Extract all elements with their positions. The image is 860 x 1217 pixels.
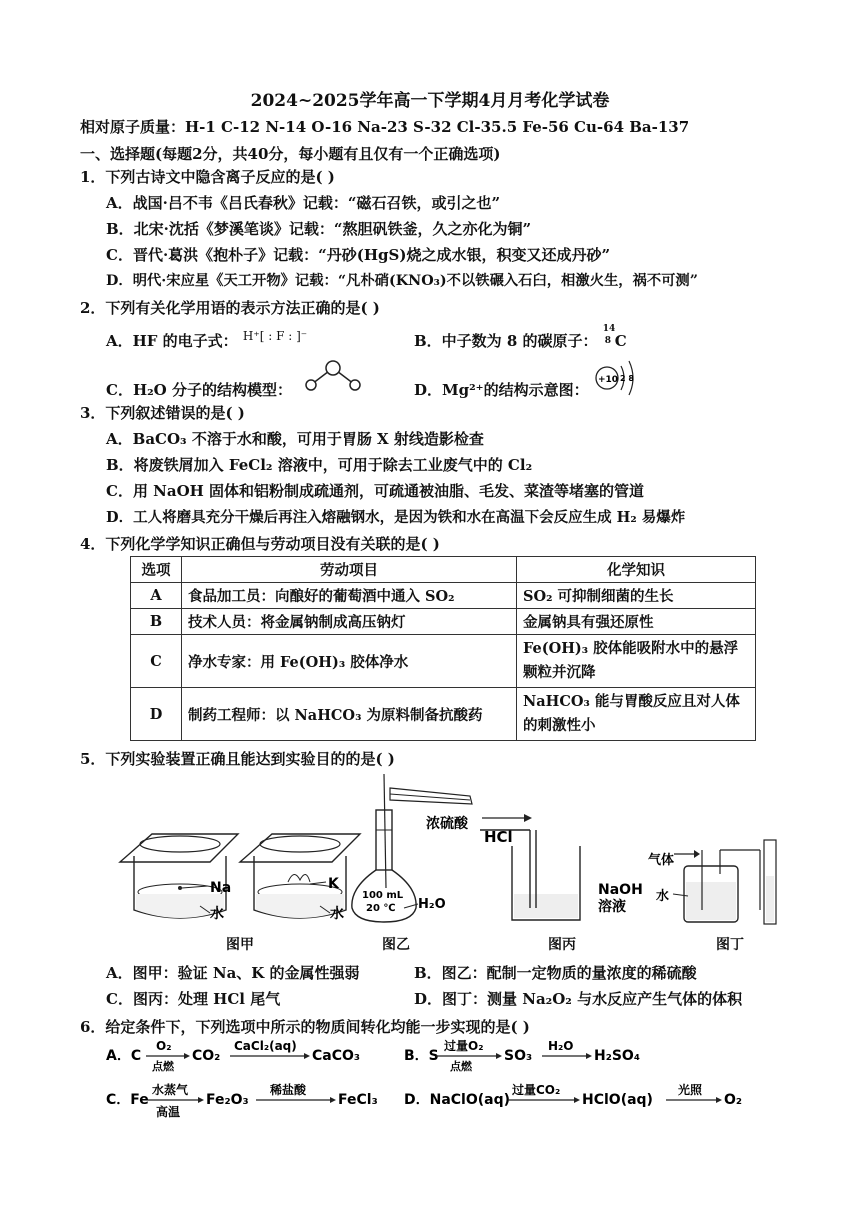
q6-b-start: B．S bbox=[404, 1048, 439, 1064]
q6-option-c bbox=[106, 1082, 378, 1119]
label-gas: 气体 bbox=[648, 853, 675, 868]
q6-c-mid: Fe₂O₃ bbox=[206, 1092, 249, 1108]
q2-option-d: D．Mg²⁺的结构示意图： bbox=[414, 381, 589, 399]
q5-stem: 5．下列实验装置正确且能达到实验目的的是( ) bbox=[80, 750, 395, 768]
q6-a-start: A．C bbox=[106, 1048, 142, 1064]
label-water-k: 水 bbox=[330, 906, 344, 922]
q3-option-c: C．用 NaOH 固体和铝粉制成疏通剂，可疏通被油脂、毛发、菜渣等堵塞的管道 bbox=[106, 482, 645, 500]
q6-b-cond1-bottom: 点燃 bbox=[450, 1060, 472, 1073]
label-conc-acid: 浓硫酸 bbox=[426, 816, 468, 832]
label-water-ding: 水 bbox=[656, 889, 670, 904]
table-cell: C bbox=[131, 635, 182, 688]
table-cell: 食品加工员：向酿好的葡萄酒中通入 SO₂ bbox=[182, 583, 517, 609]
q6-d-cond1-top: 过量CO₂ bbox=[512, 1083, 561, 1097]
carbon-atomic-number: 8 bbox=[604, 336, 612, 346]
q5-option-a: A．图甲：验证 Na、K 的金属性强弱 bbox=[106, 964, 360, 982]
q6-stem: 6．给定条件下，下列选项中所示的物质间转化均能一步实现的是( ) bbox=[80, 1018, 530, 1036]
table-row bbox=[131, 609, 756, 635]
table-row bbox=[131, 688, 756, 741]
q6-d-mid: HClO(aq) bbox=[582, 1092, 653, 1108]
label-na: Na bbox=[210, 880, 232, 896]
label-k: K bbox=[328, 876, 339, 892]
table-cell: 技术人员：将金属钠制成高压钠灯 bbox=[182, 609, 517, 635]
mg-nucleus-charge: +10 bbox=[598, 375, 619, 385]
hf-electron-formula: H⁺[ : F : ]⁻ bbox=[242, 329, 308, 343]
label-h2o: H₂O bbox=[418, 897, 446, 912]
table-cell: SO₂ 可抑制细菌的生长 bbox=[517, 583, 756, 609]
table-cell: D bbox=[131, 688, 182, 741]
q6-c-start: C．Fe bbox=[106, 1092, 149, 1108]
q1-option-b: B．北宋·沈括《梦溪笔谈》记载：“熬胆矾铁釜，久之亦化为铜” bbox=[106, 220, 532, 238]
table-cell: 净水专家：用 Fe(OH)₃ 胶体净水 bbox=[182, 635, 517, 688]
table-cell: A bbox=[131, 583, 182, 609]
apparatus-bing bbox=[480, 810, 643, 920]
q6-option-b bbox=[404, 1038, 640, 1073]
q6-a-end: CaCO₃ bbox=[312, 1048, 361, 1064]
label-water: 水 bbox=[210, 906, 224, 922]
mg-electron-shells: 2 8 bbox=[620, 374, 634, 383]
caption-bing: 图丙 bbox=[548, 937, 576, 953]
apparatus-k bbox=[240, 834, 360, 922]
q3-option-b: B．将废铁屑加入 FeCl₂ 溶液中，可用于除去工业废气中的 Cl₂ bbox=[106, 456, 533, 474]
q6-a-cond2-top: CaCl₂(aq) bbox=[234, 1039, 297, 1053]
table-header: 劳动项目 bbox=[182, 557, 517, 583]
q5-option-d: D．图丁：测量 Na₂O₂ 与水反应产生气体的体积 bbox=[414, 990, 743, 1008]
q2-stem: 2．下列有关化学用语的表示方法正确的是( ) bbox=[80, 299, 380, 317]
table-header: 化学知识 bbox=[517, 557, 756, 583]
label-solution: 溶液 bbox=[598, 899, 626, 915]
section-heading: 一、选择题(每题2分，共40分，每小题有且仅有一个正确选项) bbox=[80, 145, 501, 163]
q6-option-a bbox=[106, 1039, 360, 1073]
q6-b-cond2-top: H₂O bbox=[548, 1039, 574, 1053]
table-header-row bbox=[131, 557, 756, 583]
table-cell: NaHCO₃ 能与胃酸反应且对人体的刺激性小 bbox=[517, 688, 756, 741]
table-cell: B bbox=[131, 609, 182, 635]
apparatus-jia bbox=[120, 834, 238, 922]
q6-a-cond1-top: O₂ bbox=[156, 1039, 172, 1053]
label-hcl: HCl bbox=[484, 828, 513, 846]
atomic-masses: 相对原子质量：H-1 C-12 N-14 O-16 Na-23 S-32 Cl-35.5 Fe-56 Cu-64 Ba-137 bbox=[80, 118, 690, 136]
mg-ion-structure-diagram bbox=[593, 356, 641, 404]
q6-a-mid: CO₂ bbox=[192, 1048, 221, 1064]
q1-option-a: A．战国·吕不韦《吕氏春秋》记载：“磁石召铁，或引之也” bbox=[106, 194, 501, 212]
apparatus-yi bbox=[352, 774, 472, 922]
q4-table bbox=[130, 556, 756, 741]
q2-option-c: C．H₂O 分子的结构模型： bbox=[106, 381, 292, 399]
label-naoh: NaOH bbox=[598, 882, 643, 898]
q6-a-cond1-bottom: 点燃 bbox=[152, 1060, 174, 1073]
label-flask-temp: 20 ℃ bbox=[366, 903, 396, 914]
q1-stem: 1．下列古诗文中隐含离子反应的是( ) bbox=[80, 168, 335, 186]
caption-jia: 图甲 bbox=[226, 937, 254, 953]
carbon-symbol: C bbox=[614, 332, 627, 350]
caption-ding: 图丁 bbox=[716, 937, 744, 953]
label-flask-volume: 100 mL bbox=[362, 890, 404, 901]
q1-option-c: C．晋代·葛洪《抱朴子》记载：“丹砂(HgS)烧之成水银，积变又还成丹砂” bbox=[106, 246, 611, 264]
q6-c-cond2-top: 稀盐酸 bbox=[270, 1083, 307, 1097]
table-row bbox=[131, 583, 756, 609]
q6-c-cond1-top: 水蒸气 bbox=[152, 1083, 189, 1097]
apparatus-ding bbox=[648, 840, 776, 924]
q2-option-b-label: B．中子数为 8 的碳原子： bbox=[414, 332, 598, 350]
q2-option-b bbox=[414, 324, 627, 351]
caption-yi: 图乙 bbox=[382, 937, 410, 953]
table-header: 选项 bbox=[131, 557, 182, 583]
q2-option-a bbox=[106, 330, 307, 351]
q2-option-a-label: A．HF 的电子式： bbox=[106, 332, 238, 350]
q6-b-end: H₂SO₄ bbox=[594, 1048, 640, 1064]
q6-b-cond1-top: 过量O₂ bbox=[444, 1039, 484, 1053]
carbon-mass-number: 14 bbox=[602, 324, 616, 334]
q3-stem: 3．下列叙述错误的是( ) bbox=[80, 404, 245, 422]
q6-c-cond1-bottom: 高温 bbox=[156, 1105, 181, 1119]
q6-b-mid: SO₃ bbox=[504, 1048, 533, 1064]
page-title: 2024~2025学年高一下学期4月月考化学试卷 bbox=[250, 91, 610, 111]
table-cell: Fe(OH)₃ 胶体能吸附水中的悬浮颗粒并沉降 bbox=[517, 635, 756, 688]
table-row bbox=[131, 635, 756, 688]
table-cell: 金属钠具有强还原性 bbox=[517, 609, 756, 635]
q6-d-cond2-top: 光照 bbox=[678, 1083, 703, 1097]
q6-c-end: FeCl₃ bbox=[338, 1092, 378, 1108]
q3-option-a: A．BaCO₃ 不溶于水和酸，可用于胃肠 X 射线造影检查 bbox=[106, 430, 484, 448]
q6-d-end: O₂ bbox=[724, 1092, 743, 1108]
table-cell: 制药工程师：以 NaHCO₃ 为原料制备抗酸药 bbox=[182, 688, 517, 741]
q4-stem: 4．下列化学学知识正确但与劳动项目没有关联的是( ) bbox=[80, 535, 440, 553]
q6-conversions bbox=[100, 1036, 760, 1126]
q3-option-d: D．工人将磨具充分干燥后再注入熔融钢水，是因为铁和水在高温下会反应生成 H₂ 易爆炸 bbox=[106, 509, 686, 526]
q5-option-b: B．图乙：配制一定物质的量浓度的稀硫酸 bbox=[414, 964, 697, 982]
water-molecule-model bbox=[300, 358, 366, 392]
q1-option-d: D．明代·宋应星《天工开物》记载：“凡朴硝(KNO₃)不以铁碾入石臼，相激火生，祸不可测” bbox=[106, 273, 698, 289]
q5-option-c: C．图丙：处理 HCl 尾气 bbox=[106, 990, 281, 1008]
q5-apparatus-figure bbox=[100, 770, 790, 930]
q6-option-d bbox=[404, 1082, 742, 1108]
q6-d-start: D．NaClO(aq) bbox=[404, 1092, 511, 1108]
